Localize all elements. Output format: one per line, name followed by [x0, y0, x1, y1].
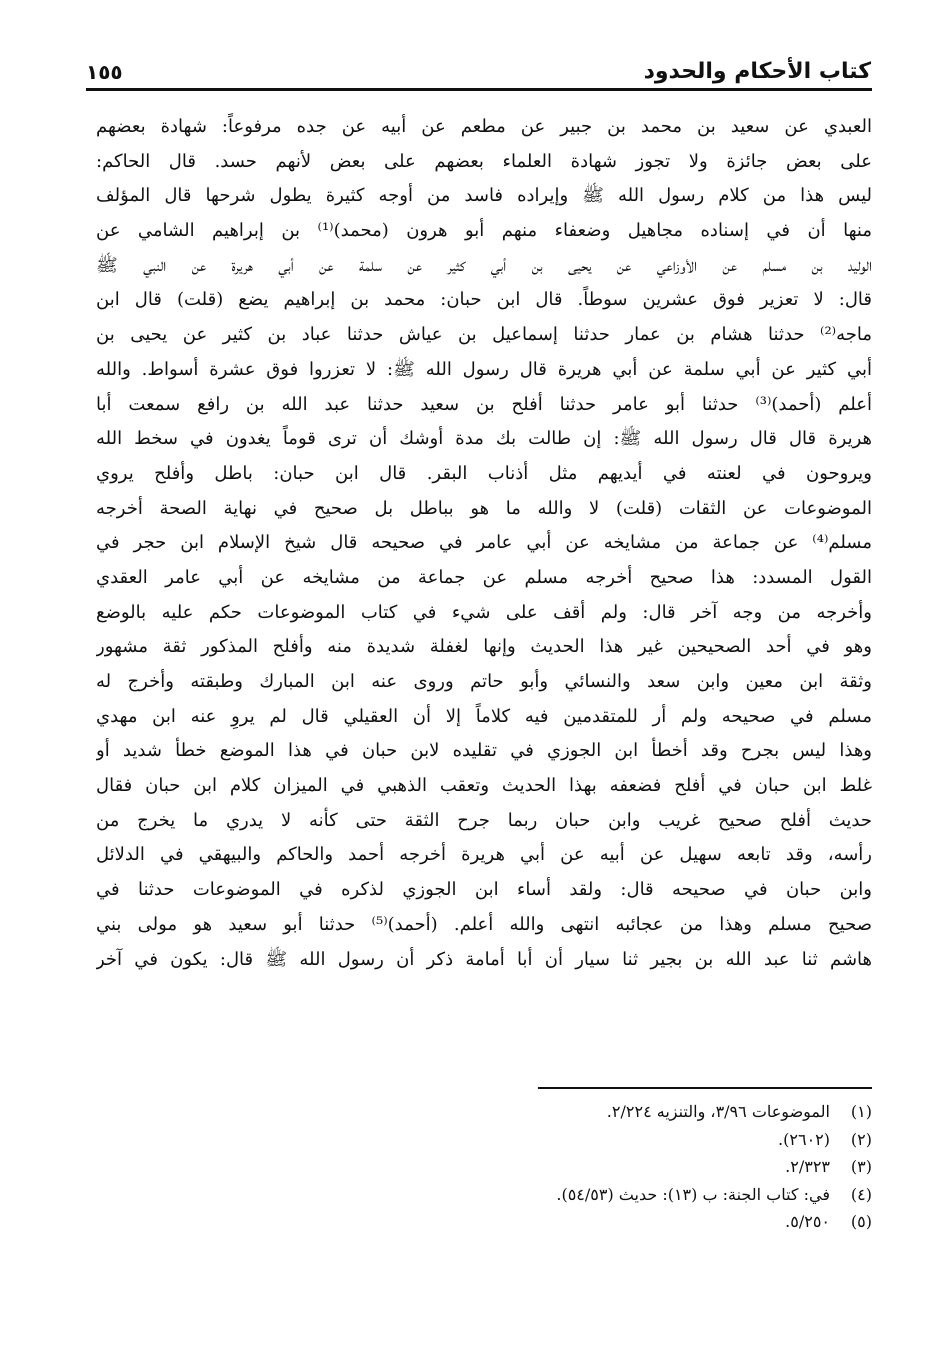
text-line: مسلم في صحيحه ولم أر للمتقدمين فيه كلاماً إلا أن العقيلي قال لم يروِ عنه ابن مهدي — [96, 705, 872, 727]
running-header — [86, 44, 871, 84]
main-text — [96, 110, 872, 977]
text-line: قال: لا تعزير فوق عشرين سوطاً. قال ابن حبان: محمد بن إبراهيم يضع (قلت) قال ابن — [96, 289, 872, 311]
text-line: رأسه، وقد تابعه سهيل عن أبيه عن أبي هريرة أخرجه أحمد والحاكم والبيهقي في الدلائل — [96, 844, 872, 866]
footnote-text: في: كتاب الجنة: ب (١٣): حديث (٥٤/٥٣). — [556, 1184, 830, 1204]
text-line: هريرة قال قال رسول الله ﷺ: إن طالت بك مدة أوشك أن ترى قوماً يغدون في سخط الله — [96, 428, 872, 450]
text-line: مسلم⁽⁴⁾ عن جماعة من مشايخه عن أبي عامر في صحيحه قال شيخ الإسلام ابن حجر في — [96, 532, 872, 554]
text-line: وثقة ابن معين وابن سعد والنسائي وأبو حاتم وروى عنه ابن المبارك وطبقته وأخرج له — [96, 671, 872, 692]
text-line: ماجه⁽²⁾ حدثنا هشام بن عمار حدثنا إسماعيل بن عياش حدثنا عباد بن كثير عن يحيى بن — [96, 324, 872, 346]
footnote-divider — [538, 1087, 872, 1089]
text-line: العبدي عن سعيد بن محمد بن جبير عن مطعم عن أبيه عن جده مرفوعاً: شهادة بعضهم — [96, 116, 872, 137]
text-line: وهذا ليس بجرح وقد أخطأ ابن الجوزي في تقليده لابن حبان في هذا الموضع خطأ شديد أو — [96, 740, 872, 762]
text-line: صحيح مسلم وهذا من عجائبه انتهى والله أعلم. (أحمد)⁽⁵⁾ حدثنا أبو سعيد هو مولى بني — [96, 913, 872, 935]
footnote-number: (١) — [850, 1102, 872, 1121]
footnote-number: (٢) — [850, 1129, 872, 1149]
footnote — [300, 1098, 872, 1126]
text-line: أعلم (أحمد)⁽³⁾ حدثنا أبو عامر حدثنا أفلح بن سعيد حدثنا عبد الله بن رافع سمعت أبا — [96, 393, 872, 415]
page-number: ١٥٥ — [86, 60, 123, 84]
footnote-number: (٥) — [850, 1212, 872, 1231]
text-line: القول المسدد: هذا صحيح أخرجه مسلم عن جماعة من مشايخه عن أبي عامر العقدي — [96, 566, 872, 588]
footnote — [300, 1208, 872, 1236]
text-line: الموضوعات عن الثقات (قلت) لا والله ما هو بباطل بل صحيح في نهاية الصحة أخرجه — [96, 497, 872, 519]
text-line: أبي كثير عن أبي سلمة عن أبي هريرة قال رسول الله ﷺ: لا تعزروا فوق عشرة أسواط. والله — [96, 358, 872, 380]
footnote — [300, 1153, 872, 1181]
footnote-number: (٣) — [850, 1157, 872, 1176]
text-line: حديث أفلح صحيح غريب وابن حبان ربما جرح الثقة حتى كأنه لا يدري ما يخرج من — [96, 809, 872, 831]
text-line: على بعض جائزة ولا تجوز شهادة العلماء بعضهم على بعض لأنهم حسد. قال الحاكم: — [96, 150, 872, 172]
footnote-text: الموضوعات ٣/٩٦، والتنزيه ٢/٢٢٤. — [606, 1102, 830, 1121]
text-line: غلط ابن حبان في أفلح فضعفه بهذا الحديث وتعقب الذهبي في الميزان كلام ابن حبان فقال — [96, 775, 872, 797]
text-line: وابن حبان في صحيحه قال: ولقد أساء ابن الجوزي لذكره في الموضوعات حدثنا في — [96, 879, 872, 901]
text-line: وهو في أحد الصحيحين غير هذا الحديث وإنها لغفلة شديدة منه وأفلح المذكور ثقة مشهور — [96, 636, 872, 658]
text-line: هاشم ثنا عبد الله بن بجير ثنا سيار أن أبا أمامة ذكر أن رسول الله ﷺ قال: يكون في آخر — [96, 948, 872, 970]
footnotes — [300, 1098, 872, 1236]
chapter-title: كتاب الأحكام والحدود — [643, 59, 871, 84]
header-divider — [86, 88, 872, 91]
footnote-text: (٢٦٠٢). — [778, 1129, 830, 1149]
footnote — [300, 1181, 872, 1209]
footnote-number: (٤) — [850, 1184, 872, 1204]
text-line: منها أن في إسناده مجاهيل وضعفاء منهم أبو هرون (محمد)⁽¹⁾ بن إبراهيم الشامي عن — [96, 220, 872, 242]
text-line: ويروحون في لعنته في أيديهم مثل أذناب البقر. قال ابن حبان: باطل وأفلح يروي — [96, 462, 872, 484]
text-line: وأخرجه من وجه آخر قال: ولم أقف على شيء في كتاب الموضوعات حكم عليه بالوضع — [96, 601, 872, 623]
text-line: ليس هذا من كلام رسول الله ﷺ وإيراده فاسد من أوجه كثيرة يطول شرحها قال المؤلف — [96, 185, 872, 207]
text-line: الوليد بن مسلم عن الأوزاعي عن يحيى بن أبي كثير عن سلمة عن أبي هريرة عن النبي ﷺ — [96, 254, 872, 276]
footnote — [300, 1126, 872, 1154]
footnote-text: ٢/٣٢٣. — [785, 1157, 830, 1176]
footnote-text: ٥/٢٥٠. — [785, 1212, 830, 1231]
